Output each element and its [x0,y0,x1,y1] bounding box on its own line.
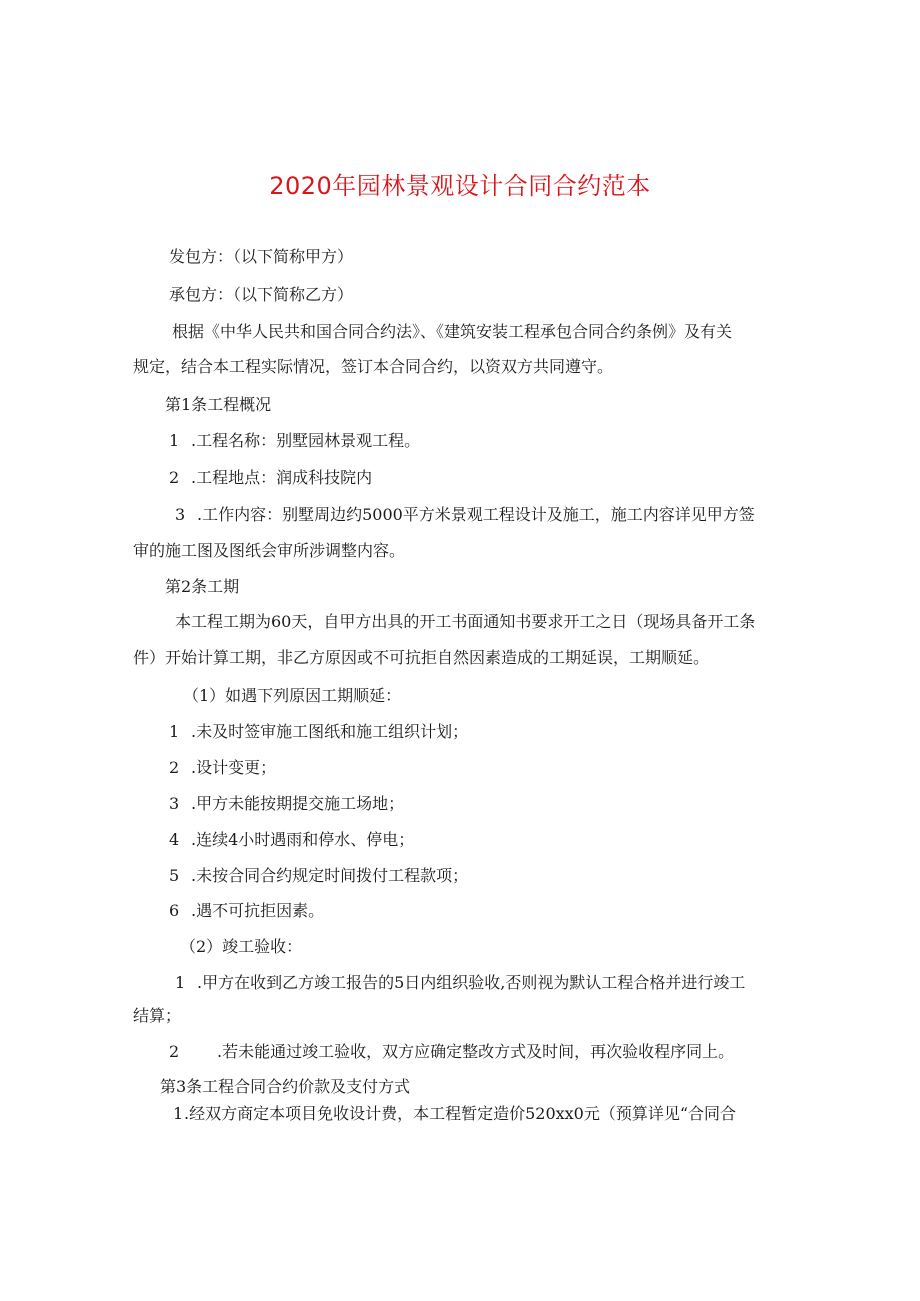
delay-reason-item [169,792,404,816]
party-b-line: 承包方：（以下简称乙方） [169,285,354,304]
article-2-para-line-1: 本工程工期为60天，自甲方出具的开工书面通知书要求开工之日（现场具备开工条 [175,612,756,631]
item-text: .工作内容：别墅周边约5000平方米景观工程设计及施工，施工内容详见甲方签 [197,505,755,524]
article-1-item-2 [169,466,372,490]
item-number: 1 [169,722,180,741]
preamble-line-2: 规定，结合本工程实际情况，签订本合同合约，以资双方共同遵守。 [133,357,614,376]
item-number: 1 [169,431,180,450]
item-text: .甲方在收到乙方竣工报告的5日内组织验收,否则视为默认工程合格并进行竣工 [197,973,746,992]
delay-reason-item [169,720,468,744]
article-1-item-1 [169,429,420,453]
article-1-item-3-line-2: 审的施工图及图纸会审所涉调整内容。 [133,541,406,560]
item-text: .遇不可抗拒因素。 [191,901,325,920]
item-number: 2 [169,758,180,777]
article-2-sub-1-heading: （1）如遇下列原因工期顺延： [183,686,402,705]
article-2-heading: 第2条工期 [165,577,240,596]
item-number: 2 [169,468,180,487]
party-a-line: 发包方：（以下简称甲方） [169,247,354,266]
article-3-heading: 第3条工程合同合约价款及支付方式 [160,1077,411,1096]
delay-reason-item [169,828,414,852]
item-text: .连续4小时遇雨和停水、停电； [191,830,415,849]
article-1-item-3-line-1 [175,503,755,527]
item-number: 5 [169,866,180,885]
acceptance-item-1-line-2: 结算； [133,1006,182,1025]
article-1-heading: 第1条工程概况 [165,395,272,414]
item-number: 4 [169,830,180,849]
item-text: .设计变更； [191,758,277,777]
item-text: .未按合同合约规定时间拨付工程款项； [191,866,469,885]
delay-reason-item [169,756,276,780]
item-number: 3 [169,794,180,813]
acceptance-item-1-line-1 [175,971,745,995]
preamble-line-1: 根据《中华人民共和国合同合约法》、《建筑安装工程承包合同合约条例》及有关 [172,322,733,341]
item-text: .工程名称：别墅园林景观工程。 [191,431,421,450]
article-2-para-line-2: 件）开始计算工期，非乙方原因或不可抗拒自然因素造成的工期延误，工期顺延。 [133,648,710,667]
item-text: .工程地点：润成科技院内 [191,468,373,487]
delay-reason-item [169,899,324,923]
item-text: .甲方未能按期提交施工场地； [191,794,405,813]
article-2-sub-2-heading: （2）竣工验收： [180,937,303,956]
delay-reason-item [169,864,468,888]
item-number: 1 [173,1104,184,1123]
document-title: 2020年园林景观设计合同合约范本 [269,172,651,200]
item-number: 1 [175,973,186,992]
item-number: 6 [169,901,180,920]
item-number: 3 [175,505,186,524]
article-3-item-1 [173,1102,736,1126]
item-text: .未及时签审施工图纸和施工组织计划； [191,722,469,741]
item-number: 2 [169,1042,180,1061]
item-text: .若未能通过竣工验收，双方应确定整改方式及时间，再次验收程序同上。 [217,1042,735,1061]
item-text: .经双方商定本项目免收设计费，本工程暂定造价520xx0元（预算详见“合同合 [184,1104,737,1123]
acceptance-item-2 [169,1040,734,1064]
